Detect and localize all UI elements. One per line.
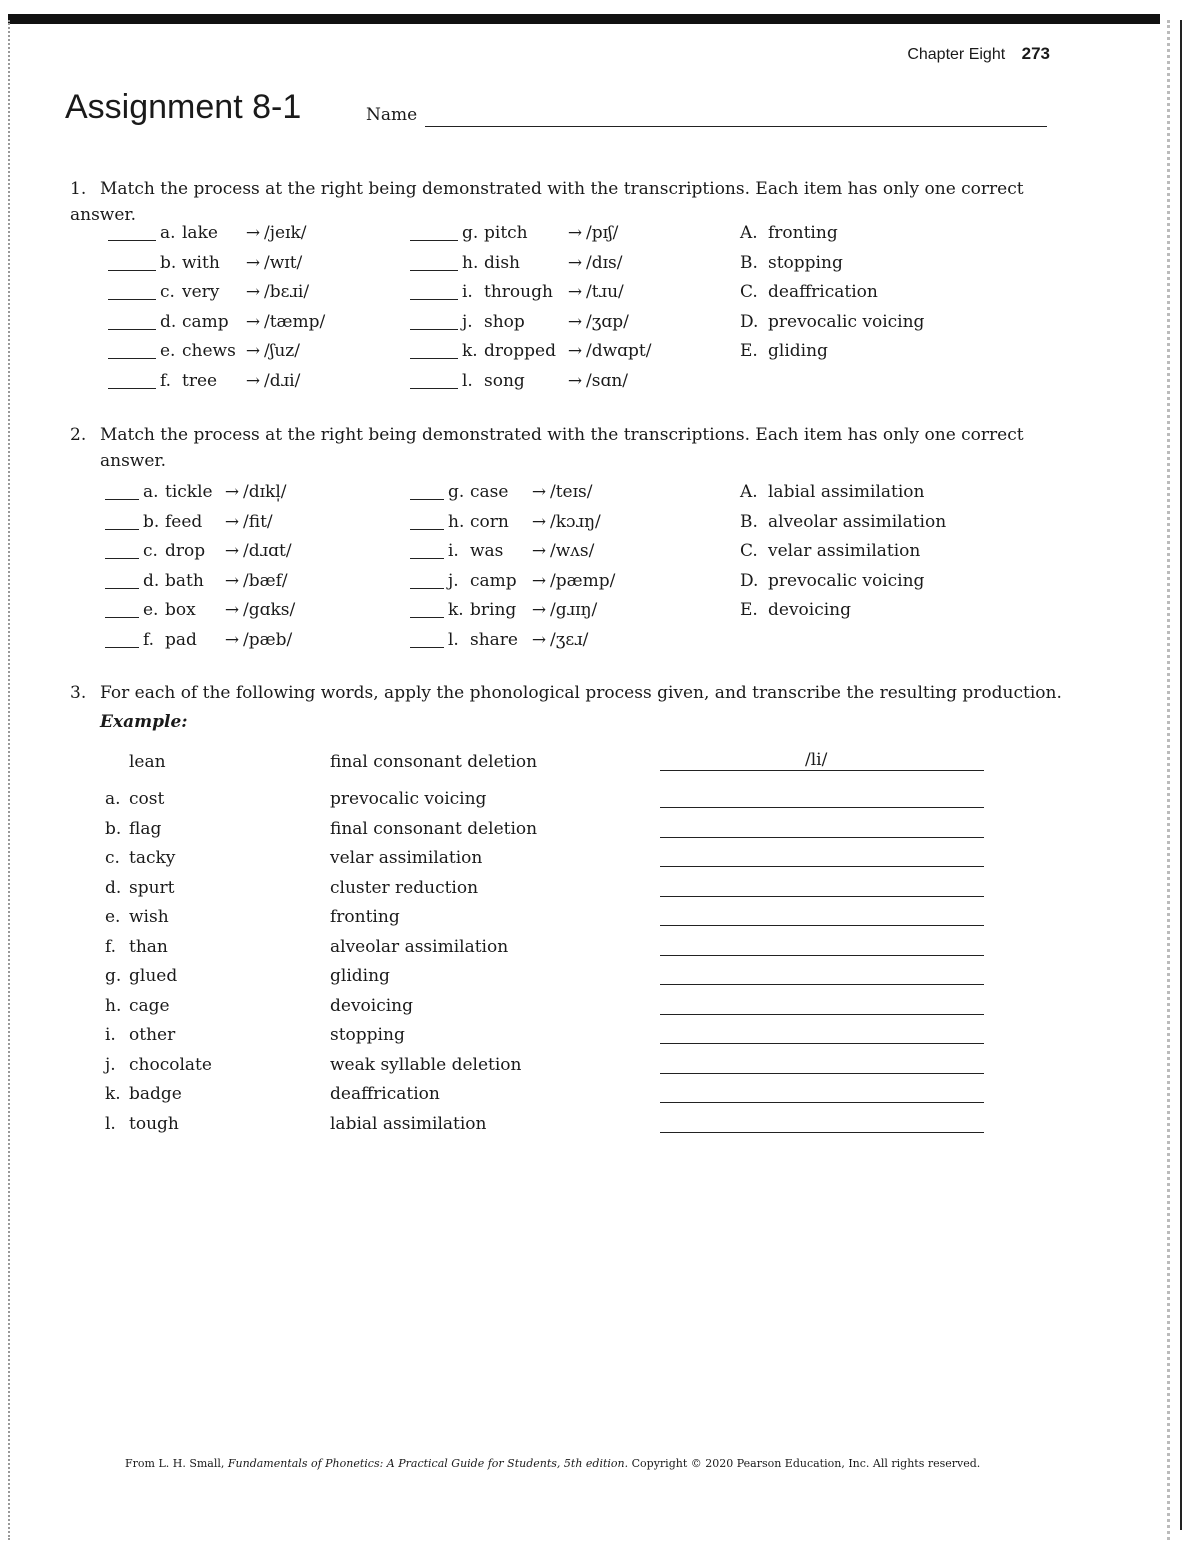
item-letter: a. <box>143 482 159 502</box>
item-transcription: /tɹu/ <box>586 282 624 302</box>
arrow-icon: → <box>567 311 583 332</box>
answer-blank[interactable] <box>410 240 458 241</box>
item-word: drop <box>165 541 206 561</box>
arrow-icon: → <box>245 370 261 391</box>
option-letter: D. <box>740 311 759 332</box>
item-process: prevocalic voicing <box>330 789 487 809</box>
name-field-line[interactable] <box>425 126 1047 127</box>
item-word: chews <box>182 341 236 361</box>
option-label: velar assimilation <box>768 541 921 561</box>
item-transcription: /pæb/ <box>243 629 293 650</box>
answer-line[interactable] <box>660 896 984 897</box>
item-word: song <box>484 370 525 391</box>
item-transcription: /wʌs/ <box>550 541 595 561</box>
item-process: stopping <box>330 1025 405 1045</box>
item-letter: k. <box>105 1084 121 1104</box>
answer-line[interactable] <box>660 1102 984 1103</box>
answer-blank[interactable] <box>410 529 444 530</box>
answer-blank[interactable] <box>410 358 458 359</box>
item-letter: d. <box>143 570 160 591</box>
item-transcription: /tæmp/ <box>264 311 326 332</box>
item-word: cost <box>129 789 165 809</box>
copyright-footer <box>125 1457 980 1470</box>
item-letter: j. <box>448 570 459 591</box>
example-process: final consonant deletion <box>330 752 538 772</box>
match-item <box>410 371 628 391</box>
example-answer-line <box>660 770 984 771</box>
item-letter: a. <box>105 789 121 809</box>
item-letter: f. <box>105 936 117 957</box>
item-letter: l. <box>462 370 473 391</box>
item-process: labial assimilation <box>330 1113 487 1134</box>
example-row <box>105 752 985 776</box>
question-3 <box>70 680 1070 706</box>
process-option <box>740 482 924 502</box>
match-item <box>108 341 300 361</box>
process-option <box>740 253 843 273</box>
arrow-icon: → <box>567 282 583 302</box>
match-item <box>108 282 309 302</box>
item-letter: i. <box>462 282 473 302</box>
answer-blank[interactable] <box>410 558 444 559</box>
process-option <box>740 223 838 243</box>
arrow-icon: → <box>567 370 583 391</box>
item-letter: a. <box>160 223 176 243</box>
exercise-row <box>105 878 985 902</box>
chapter-label: Chapter Eight <box>907 46 1006 63</box>
item-word: with <box>182 252 220 273</box>
item-transcription: /bɛɹi/ <box>264 282 310 302</box>
item-transcription: /dɹi/ <box>264 370 301 391</box>
process-option <box>740 600 851 620</box>
item-word: tree <box>182 370 218 391</box>
item-word: corn <box>470 511 509 532</box>
scan-edge-right <box>1137 20 1170 1540</box>
answer-blank[interactable] <box>108 329 156 330</box>
answer-blank[interactable] <box>410 647 444 648</box>
footer-prefix: From L. H. Small, <box>125 1457 228 1470</box>
question-instruction: Match the process at the right being demonstrated with the transcriptions. Each item has only one correct <box>100 425 1024 445</box>
process-option <box>740 282 878 302</box>
arrow-icon: → <box>531 511 547 532</box>
match-item <box>108 253 302 273</box>
item-letter: d. <box>105 877 122 898</box>
question-instruction: For each of the following words, apply the phonological process given, and transcribe the resulting production. <box>100 683 1062 703</box>
item-word: tickle <box>165 482 213 502</box>
item-letter: f. <box>160 370 172 391</box>
example-label: Example: <box>100 712 188 732</box>
item-letter: d. <box>160 311 177 332</box>
match-item <box>105 571 288 591</box>
item-letter: i. <box>105 1025 116 1045</box>
option-letter: B. <box>740 511 758 532</box>
answer-blank[interactable] <box>105 617 139 618</box>
footer-copyright: Copyright © 2020 Pearson Education, Inc. All rights reserved. <box>631 1457 981 1470</box>
item-transcription: /dɪkl̩/ <box>243 482 287 502</box>
item-word: than <box>129 936 168 957</box>
item-letter: c. <box>160 282 175 302</box>
page-header <box>907 44 1050 64</box>
option-letter: E. <box>740 600 758 620</box>
item-transcription: /kɔɹŋ/ <box>550 511 601 532</box>
item-transcription: /dɹɑt/ <box>243 541 292 561</box>
scan-edge-right-line <box>1180 20 1182 1530</box>
answer-blank[interactable] <box>410 588 444 589</box>
option-label: fronting <box>768 223 838 243</box>
arrow-icon: → <box>245 341 261 361</box>
question-number: 2. <box>70 425 87 445</box>
answer-blank[interactable] <box>105 529 139 530</box>
item-letter: g. <box>462 223 479 243</box>
match-item <box>105 630 292 650</box>
arrow-icon: → <box>245 311 261 332</box>
scan-edge-top <box>8 14 1160 24</box>
item-process: weak syllable deletion <box>330 1054 522 1075</box>
footer-book: Fundamentals of Phonetics: A Practical Guide for Students, 5th edition. <box>227 1457 629 1470</box>
item-process: deaffrication <box>330 1084 440 1104</box>
option-label: gliding <box>768 341 828 361</box>
arrow-icon: → <box>531 600 547 620</box>
answer-blank[interactable] <box>105 588 139 589</box>
arrow-icon: → <box>531 482 547 502</box>
item-letter: k. <box>462 341 478 361</box>
item-letter: e. <box>160 341 176 361</box>
item-process: devoicing <box>330 995 414 1016</box>
item-word: dropped <box>484 341 556 361</box>
question-number: 3. <box>70 683 87 703</box>
answer-blank[interactable] <box>108 270 156 271</box>
item-letter: b. <box>160 252 177 273</box>
item-word: badge <box>129 1084 182 1104</box>
item-transcription: /pɪʃ/ <box>586 223 619 243</box>
item-transcription: /dwɑpt/ <box>586 341 652 361</box>
item-transcription: /ʒɛɹ/ <box>550 629 589 650</box>
answer-blank[interactable] <box>108 358 156 359</box>
match-item <box>410 312 629 332</box>
item-word: share <box>470 629 518 650</box>
item-letter: k. <box>448 600 464 620</box>
item-word: very <box>182 282 220 302</box>
match-item <box>410 512 601 532</box>
item-letter: l. <box>105 1113 116 1134</box>
item-word: dish <box>484 252 520 273</box>
item-letter: c. <box>105 848 120 868</box>
item-letter: h. <box>448 511 465 532</box>
answer-blank[interactable] <box>410 299 458 300</box>
question-2 <box>70 422 1030 474</box>
item-transcription: /pæmp/ <box>550 570 616 591</box>
item-letter: e. <box>105 907 121 927</box>
item-process: alveolar assimilation <box>330 936 509 957</box>
exercise-row <box>105 937 985 961</box>
match-item <box>105 482 287 502</box>
item-process: cluster reduction <box>330 877 479 898</box>
item-word: through <box>484 282 553 302</box>
item-transcription: /ʃuz/ <box>264 341 300 361</box>
option-letter: B. <box>740 252 758 273</box>
item-word: shop <box>484 311 525 332</box>
item-word: camp <box>470 570 517 591</box>
item-process: gliding <box>330 966 390 986</box>
item-word: bring <box>470 600 517 620</box>
option-label: deaffrication <box>768 282 878 302</box>
exercise-row <box>105 1025 985 1049</box>
option-letter: E. <box>740 341 758 361</box>
match-item <box>410 282 624 302</box>
option-label: labial assimilation <box>768 482 925 502</box>
exercise-row <box>105 907 985 931</box>
answer-blank[interactable] <box>410 499 444 500</box>
answer-line[interactable] <box>660 866 984 867</box>
process-option <box>740 541 920 561</box>
option-label: devoicing <box>768 600 852 620</box>
exercise-row <box>105 1114 985 1138</box>
answer-blank[interactable] <box>410 388 458 389</box>
option-letter: A. <box>740 482 758 502</box>
item-word: glued <box>129 966 178 986</box>
item-letter: b. <box>105 818 122 839</box>
match-item <box>410 630 588 650</box>
match-item <box>410 600 597 620</box>
answer-line[interactable] <box>660 1043 984 1044</box>
example-answer: /li/ <box>805 750 828 770</box>
answer-line[interactable] <box>660 1014 984 1015</box>
item-letter: j. <box>105 1054 116 1075</box>
answer-line[interactable] <box>660 1073 984 1074</box>
item-word: spurt <box>129 877 175 898</box>
item-letter: j. <box>462 311 473 332</box>
arrow-icon: → <box>224 482 240 502</box>
arrow-icon: → <box>245 252 261 273</box>
item-transcription: /bæf/ <box>243 570 288 591</box>
item-transcription: /wɪt/ <box>264 252 303 273</box>
match-item <box>410 253 623 273</box>
match-item <box>410 571 615 591</box>
answer-line[interactable] <box>660 807 984 808</box>
item-word: bath <box>165 570 204 591</box>
item-word: cage <box>129 995 170 1016</box>
arrow-icon: → <box>245 282 261 302</box>
option-letter: A. <box>740 223 758 243</box>
arrow-icon: → <box>567 223 583 243</box>
arrow-icon: → <box>531 629 547 650</box>
option-label: prevocalic voicing <box>768 311 925 332</box>
item-letter: b. <box>143 511 160 532</box>
item-process: final consonant deletion <box>330 818 538 839</box>
arrow-icon: → <box>567 341 583 361</box>
item-word: box <box>165 600 196 620</box>
item-letter: c. <box>143 541 158 561</box>
match-item <box>410 482 593 502</box>
answer-blank[interactable] <box>108 299 156 300</box>
answer-blank[interactable] <box>108 240 156 241</box>
answer-line[interactable] <box>660 984 984 985</box>
option-label: alveolar assimilation <box>768 511 947 532</box>
process-option <box>740 571 924 591</box>
item-letter: e. <box>143 600 159 620</box>
item-transcription: /sɑn/ <box>586 370 629 391</box>
match-item <box>105 541 292 561</box>
example-word: lean <box>129 752 166 772</box>
item-process: fronting <box>330 907 400 927</box>
answer-blank[interactable] <box>410 329 458 330</box>
option-letter: C. <box>740 282 758 302</box>
arrow-icon: → <box>224 600 240 620</box>
process-option <box>740 341 828 361</box>
match-item <box>410 541 594 561</box>
option-letter: D. <box>740 570 759 591</box>
arrow-icon: → <box>224 541 240 561</box>
process-option <box>740 512 946 532</box>
item-word: pitch <box>484 223 528 243</box>
item-process: velar assimilation <box>330 848 483 868</box>
answer-line[interactable] <box>660 1132 984 1133</box>
exercise-row <box>105 966 985 990</box>
item-letter: h. <box>462 252 479 273</box>
answer-blank[interactable] <box>105 558 139 559</box>
name-label: Name <box>366 105 418 125</box>
item-letter: g. <box>448 482 465 502</box>
answer-blank[interactable] <box>108 388 156 389</box>
item-word: wish <box>129 907 169 927</box>
item-letter: l. <box>448 629 459 650</box>
answer-blank[interactable] <box>410 617 444 618</box>
page-title: Assignment 8-1 <box>65 88 302 126</box>
question-instruction-cont: answer. <box>100 451 167 471</box>
item-transcription: /gɹɪŋ/ <box>550 600 598 620</box>
item-word: feed <box>165 511 203 532</box>
page-number: 273 <box>1021 44 1050 63</box>
match-item <box>410 341 652 361</box>
match-item <box>108 371 300 391</box>
option-letter: C. <box>740 541 758 561</box>
match-item <box>105 600 295 620</box>
item-transcription: /dɪs/ <box>586 252 623 273</box>
item-word: flag <box>129 818 162 839</box>
arrow-icon: → <box>224 629 240 650</box>
exercise-row <box>105 789 985 813</box>
item-transcription: /teɪs/ <box>550 482 593 502</box>
process-option <box>740 312 924 332</box>
exercise-row <box>105 996 985 1020</box>
item-word: chocolate <box>129 1054 212 1075</box>
exercise-row <box>105 848 985 872</box>
arrow-icon: → <box>531 570 547 591</box>
question-instruction: Match the process at the right being demonstrated with the transcriptions. Each item has only one correct answer. <box>70 179 1024 225</box>
item-letter: f. <box>143 629 155 650</box>
arrow-icon: → <box>224 570 240 591</box>
item-letter: h. <box>105 995 122 1016</box>
scan-edge-left <box>8 20 14 1540</box>
arrow-icon: → <box>531 541 547 561</box>
item-word: pad <box>165 629 197 650</box>
exercise-row <box>105 1084 985 1108</box>
answer-blank[interactable] <box>105 499 139 500</box>
exercise-row <box>105 819 985 843</box>
answer-line[interactable] <box>660 837 984 838</box>
answer-blank[interactable] <box>410 270 458 271</box>
item-word: tough <box>129 1113 179 1134</box>
answer-line[interactable] <box>660 955 984 956</box>
option-label: prevocalic voicing <box>768 570 925 591</box>
item-word: lake <box>182 223 218 243</box>
item-word: other <box>129 1025 176 1045</box>
match-item <box>108 312 325 332</box>
answer-line[interactable] <box>660 925 984 926</box>
item-word: was <box>470 541 504 561</box>
match-item <box>105 512 273 532</box>
item-transcription: /fit/ <box>243 511 273 532</box>
item-word: case <box>470 482 509 502</box>
answer-blank[interactable] <box>105 647 139 648</box>
item-transcription: /gɑks/ <box>243 600 296 620</box>
option-label: stopping <box>768 252 843 273</box>
question-1 <box>70 176 1070 228</box>
arrow-icon: → <box>245 223 261 243</box>
match-item <box>410 223 618 243</box>
arrow-icon: → <box>567 252 583 273</box>
match-item <box>108 223 307 243</box>
item-transcription: /jeɪk/ <box>264 223 307 243</box>
question-number: 1. <box>70 179 87 199</box>
item-letter: g. <box>105 966 122 986</box>
item-transcription: /ʒɑp/ <box>586 311 629 332</box>
item-word: tacky <box>129 848 176 868</box>
item-letter: i. <box>448 541 459 561</box>
exercise-row <box>105 1055 985 1079</box>
item-word: camp <box>182 311 229 332</box>
arrow-icon: → <box>224 511 240 532</box>
